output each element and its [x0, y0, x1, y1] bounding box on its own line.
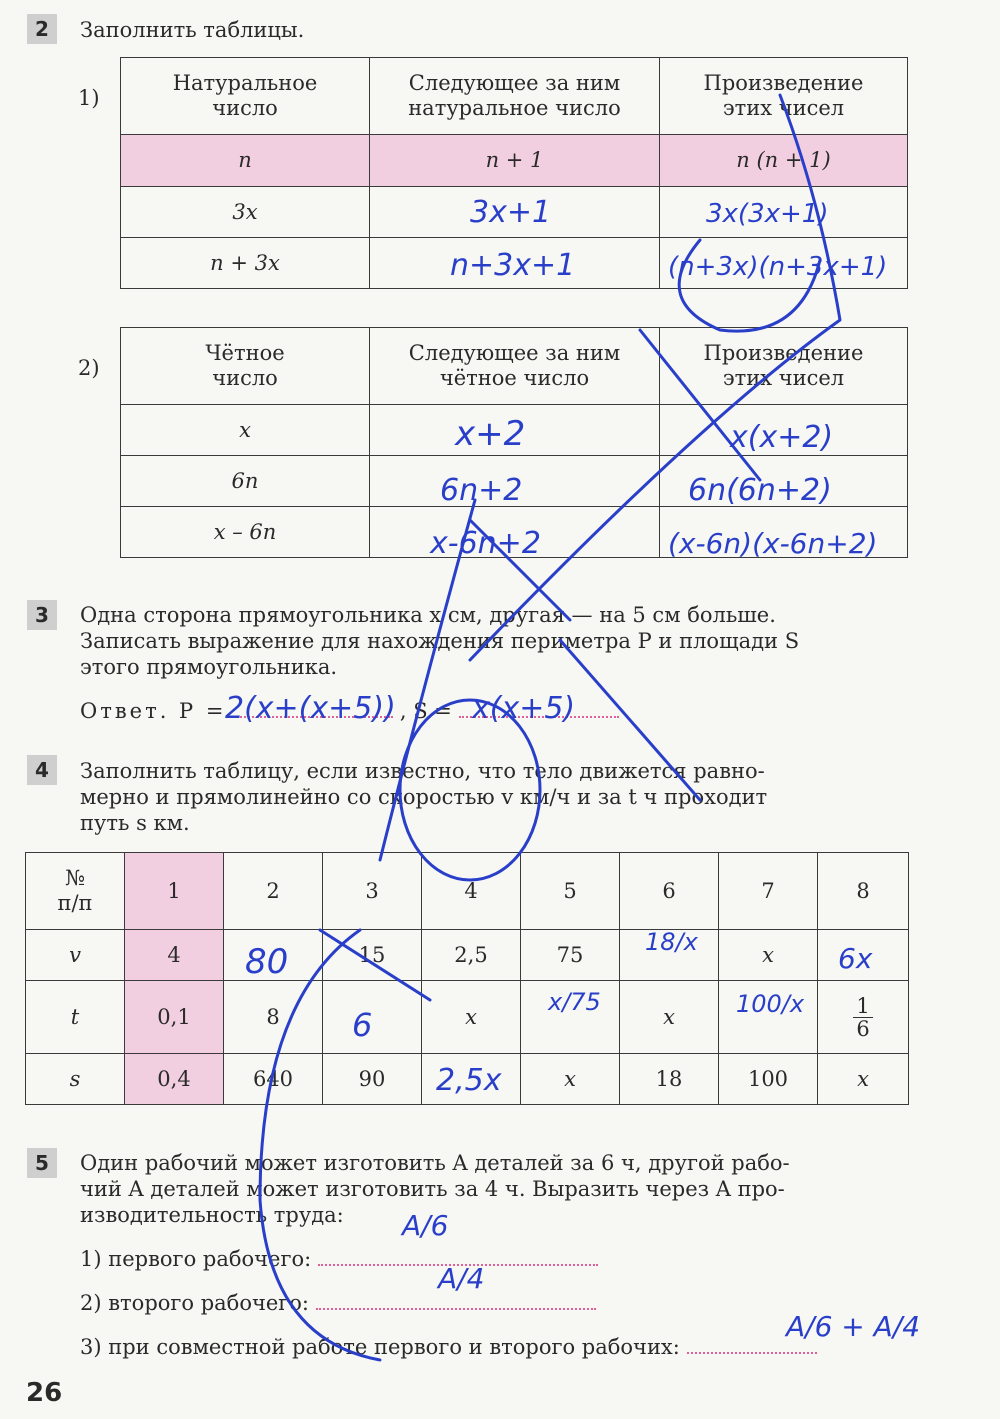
handwritten-v6: 18/x [645, 928, 698, 956]
task-4-text-line3: путь s км. [80, 811, 190, 835]
row-label-s: s [26, 1054, 125, 1105]
task-2-part2-label: 2) [78, 356, 100, 380]
area-field[interactable] [459, 696, 619, 718]
item-2-field[interactable] [316, 1288, 596, 1310]
item-1-field[interactable] [318, 1244, 598, 1266]
task-5-item-3 [80, 1332, 817, 1360]
table-cell [370, 238, 660, 289]
table-cell: 100 [719, 1054, 818, 1105]
handwritten-t2-r2-c2: 6n+2 [440, 473, 523, 508]
table-row [26, 981, 909, 1054]
page-number: 26 [26, 1378, 63, 1408]
table-2-header-3 [660, 328, 908, 405]
handwritten-t1-r3-c2: n+3x+1 [450, 248, 576, 283]
table-row [121, 135, 908, 187]
table-cell: 75 [521, 930, 620, 981]
table-cell [818, 981, 909, 1054]
table-cell: 18 [620, 1054, 719, 1105]
handwritten-v8: 6x [838, 942, 873, 975]
task-4-text-line2: мерно и прямолинейно со скоростью v км/ч и за t ч проходит [80, 785, 768, 809]
table-cell [370, 507, 660, 558]
table-cell [660, 405, 908, 456]
task-5-item-2 [80, 1288, 596, 1316]
task-4-number: 4 [27, 755, 57, 785]
table-row [121, 456, 908, 507]
handwritten-t2-r3-c2: x-6n+2 [430, 526, 541, 561]
table-row [121, 507, 908, 558]
table-2-header-1 [121, 328, 370, 405]
task-3-text-line2: Записать выражение для нахождения периметра P и площади S [80, 629, 800, 653]
frac-den: 6 [856, 1016, 870, 1041]
table-cell [370, 456, 660, 507]
task-5-text-line2: чий A деталей может изготовить за 4 ч. Выразить через A про- [80, 1177, 785, 1201]
handwritten-perimeter: 2(x+(x+5)) [225, 691, 396, 726]
task-3-text-line1: Одна сторона прямоугольника x см, другая — на 5 см больше. [80, 603, 776, 627]
header-label: № п/п [57, 866, 93, 915]
handwritten-t1-r2-c2: 3x+1 [470, 195, 552, 230]
table-cell: 4 [125, 930, 224, 981]
handwritten-w1: A/6 [402, 1209, 449, 1242]
table-cell: 3x [121, 187, 370, 238]
col-3: 3 [323, 853, 422, 930]
task-3-number: 3 [27, 600, 57, 630]
table-cell [660, 507, 908, 558]
item-3-label: 3) при совместной работе первого и второго рабочих: [80, 1335, 680, 1359]
table-cell: x [818, 1054, 909, 1105]
table-cell: 0,4 [125, 1054, 224, 1105]
table-cell: 8 [224, 981, 323, 1054]
table-cell: x – 6n [121, 507, 370, 558]
col-8: 8 [818, 853, 909, 930]
item-2-label: 2) второго рабочего: [80, 1291, 310, 1315]
handwritten-t3: 6 [352, 1006, 373, 1044]
table-cell: x [719, 930, 818, 981]
table-cell [719, 981, 818, 1054]
col-1: 1 [125, 853, 224, 930]
t2-h2: Следующее за ним чётное число [408, 341, 621, 390]
table-cell: 0,1 [125, 981, 224, 1054]
handwritten-v2: 80 [245, 942, 289, 982]
table-cell [660, 456, 908, 507]
table-2-header-2 [370, 328, 660, 405]
table-row [26, 930, 909, 981]
perimeter-field[interactable] [233, 696, 393, 718]
task-2-number: 2 [27, 14, 57, 44]
handwritten-w2: A/4 [438, 1262, 485, 1295]
table-cell: 15 [323, 930, 422, 981]
table-motion [25, 852, 909, 1105]
handwritten-t7: 100/x [736, 990, 805, 1018]
t1-h1: Натуральное число [172, 71, 318, 120]
table-1-header-1 [121, 58, 370, 135]
handwritten-t1-r2-c3: 3x(3x+1) [706, 199, 829, 229]
task-5-text-line3: изводительность труда: [80, 1203, 344, 1227]
table-2 [120, 327, 908, 558]
table-cell [660, 187, 908, 238]
col-2: 2 [224, 853, 323, 930]
table-cell: x [620, 981, 719, 1054]
task-5-text-line1: Один рабочий может изготовить A деталей за 6 ч, другой рабо- [80, 1151, 790, 1175]
t2-h1: Чётное число [205, 341, 285, 390]
table-cell [422, 1054, 521, 1105]
table-cell [370, 187, 660, 238]
col-5: 5 [521, 853, 620, 930]
item-3-field[interactable] [687, 1332, 817, 1354]
table-cell: n [121, 135, 370, 187]
row-label-v: v [26, 930, 125, 981]
frac-num: 1 [853, 995, 872, 1018]
table-cell [521, 981, 620, 1054]
handwritten-t1-r3-c3: (n+3x)(n+3x+1) [668, 252, 888, 282]
table-1-header-3 [660, 58, 908, 135]
table-cell: 6n [121, 456, 370, 507]
task-5-number: 5 [27, 1148, 57, 1178]
t1-h2: Следующее за ним натуральное число [408, 71, 621, 120]
table-cell: x [521, 1054, 620, 1105]
task-2-part1-label: 1) [78, 86, 100, 110]
handwritten-t2-r3-c3: (x-6n)(x-6n+2) [668, 527, 878, 560]
table-cell [224, 930, 323, 981]
col-7: 7 [719, 853, 818, 930]
table-1 [120, 57, 908, 289]
task-5-item-1 [80, 1244, 598, 1272]
table-cell: n (n + 1) [660, 135, 908, 187]
table-cell: 90 [323, 1054, 422, 1105]
handwritten-t2-r1-c2: x+2 [455, 414, 526, 454]
table-cell: n + 1 [370, 135, 660, 187]
task-4-text-line1: Заполнить таблицу, если известно, что тело движется равно- [80, 759, 765, 783]
table-cell [818, 930, 909, 981]
area-label: , S = [399, 699, 452, 723]
table-cell [370, 405, 660, 456]
table-cell [323, 981, 422, 1054]
table-cell: n + 3x [121, 238, 370, 289]
t1-h3: Произведение этих чисел [703, 71, 864, 120]
table-row [26, 1054, 909, 1105]
handwritten-t2-r1-c3: x(x+2) [730, 420, 834, 455]
table-row [121, 405, 908, 456]
handwritten-s4: 2,5x [436, 1063, 502, 1098]
task-3-text-line3: этого прямоугольника. [80, 655, 338, 679]
handwritten-w3: A/6 + A/4 [786, 1310, 921, 1343]
item-1-label: 1) первого рабочего: [80, 1247, 312, 1271]
table-cell: 640 [224, 1054, 323, 1105]
table-cell [620, 930, 719, 981]
task-2-title: Заполнить таблицы. [80, 18, 305, 42]
handwritten-t2-r2-c3: 6n(6n+2) [688, 473, 832, 508]
t2-h3: Произведение этих чисел [703, 341, 864, 390]
table-cell [660, 238, 908, 289]
answer-label: Ответ. P = [80, 699, 227, 723]
table-cell: x [422, 981, 521, 1054]
table-cell: 2,5 [422, 930, 521, 981]
handwritten-t5: x/75 [548, 988, 601, 1016]
task-3-answer [80, 696, 619, 724]
row-label-t: t [26, 981, 125, 1054]
table-row [121, 187, 908, 238]
col-6: 6 [620, 853, 719, 930]
fraction-one-sixth [853, 995, 872, 1040]
col-4: 4 [422, 853, 521, 930]
handwritten-area: x(x+5) [472, 691, 576, 726]
table-row [121, 238, 908, 289]
table-1-header-2 [370, 58, 660, 135]
table-cell: x [121, 405, 370, 456]
motion-header-label [26, 853, 125, 930]
